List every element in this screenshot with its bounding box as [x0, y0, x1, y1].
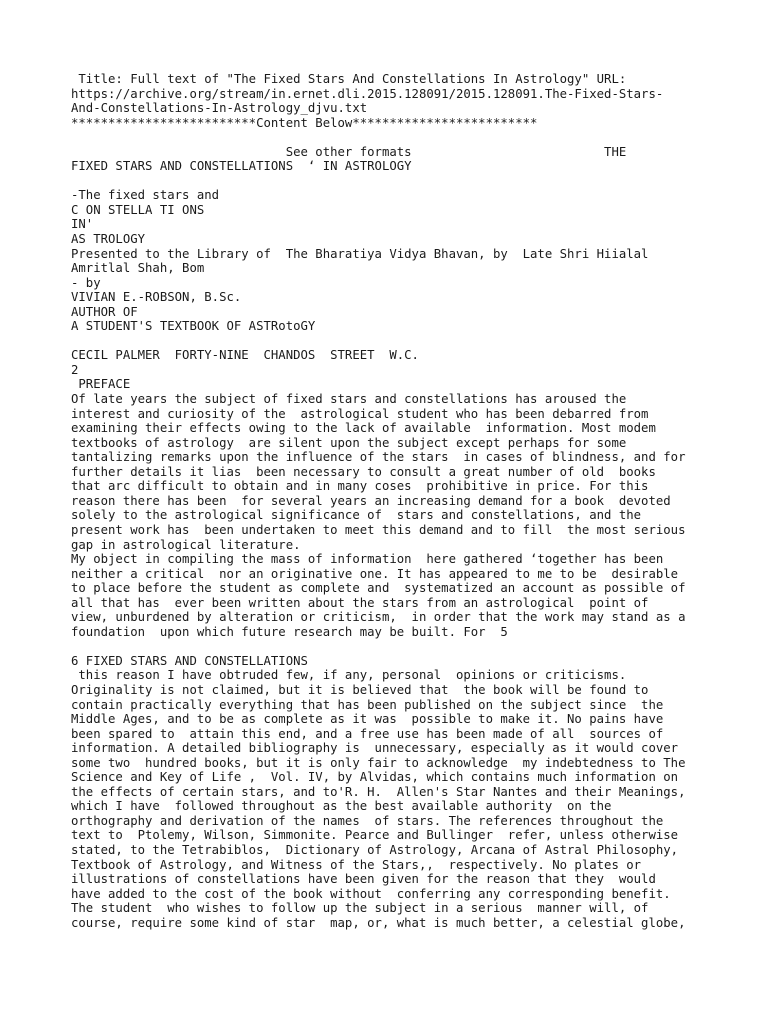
- blank-line: [71, 334, 78, 348]
- page-number: 2: [71, 362, 79, 377]
- paragraph-line: Science and Key of Life , Vol. IV, by Alvidas, which contains much information on: [71, 770, 679, 785]
- paragraph-line: orthography and derivation of the names of stars. The references throughout the: [71, 813, 664, 828]
- content-separator: *************************Content Below*************************: [71, 115, 538, 130]
- blank-line: [71, 174, 78, 188]
- paragraph-line: stated, to the Tetrabiblos, Dictionary of Astrology, Arcana of Astral Philosophy,: [71, 842, 679, 857]
- preface-heading: PREFACE: [71, 377, 131, 392]
- paragraph-line: to place before the student as complete and systematized an account as possible of: [71, 581, 686, 596]
- presented-line: Presented to the Library of The Bharatiya Vidya Bhavan, by Late Shri Hiialal: [71, 246, 649, 261]
- paragraph-line: have added to the cost of the book without conferring any corresponding benefit.: [71, 886, 671, 901]
- paragraph-line: further details it lias been necessary to consult a great number of old books: [71, 464, 656, 479]
- publisher-line: CECIL PALMER FORTY-NINE CHANDOS STREET W.C.: [71, 348, 419, 363]
- by-line: - by: [71, 275, 101, 290]
- paragraph-line: foundation upon which future research may be built. For 5: [71, 624, 508, 639]
- header-title-line: Title: Full text of "The Fixed Stars And Constellations In Astrology" URL:: [71, 72, 627, 86]
- paragraph-line: some two hundred books, but it is only fair to acknowledge my indebtedness to The: [71, 755, 686, 770]
- paragraph-line: Textbook of Astrology, and Witness of the Stars,, respectively. No plates or: [71, 857, 642, 872]
- paragraph-line: Of late years the subject of fixed stars and constellations has aroused the: [71, 392, 627, 407]
- paragraph-line: My object in compiling the mass of information here gathered ‘together has been: [71, 552, 664, 567]
- paragraph-line: view, unburdened by alteration or criticism, in order that the work may stand as a: [71, 610, 686, 625]
- paragraph-line: been spared to attain this end, and a free use has been made of all sources of: [71, 726, 664, 741]
- running-title: FIXED STARS AND CONSTELLATIONS ‘ IN ASTROLOGY: [71, 159, 412, 174]
- paragraph-line: illustrations of constellations have been given for the reason that they would: [71, 872, 656, 887]
- paragraph-line: text to Ptolemy, Wilson, Simmonite. Pearce and Bullinger refer, unless otherwise: [71, 828, 679, 843]
- paragraph-line: the effects of certain stars, and to'R. H. Allen's Star Nantes and their Meanings,: [71, 784, 686, 799]
- paragraph-line: Originality is not claimed, but it is believed that the book will be found to: [71, 682, 649, 697]
- other-book: A STUDENT'S TEXTBOOK OF ASTRotoGY: [71, 319, 316, 334]
- paragraph-line: examining their effects owing to the lack of available information. Most modem: [71, 421, 656, 436]
- header-url-line: https://archive.org/stream/in.ernet.dli.2015.128091/2015.128091.The-Fixed-Stars-: [71, 86, 664, 101]
- paragraph-line: present work has been undertaken to meet this demand and to fill the most serious: [71, 522, 686, 537]
- book-title-line: IN': [71, 217, 94, 232]
- paragraph-line: interest and curiosity of the astrological student who has been debarred from: [71, 406, 649, 421]
- paragraph-line: The student who wishes to follow up the subject in a serious manner will, of: [71, 901, 649, 916]
- paragraph-line: solely to the astrological significance of stars and constellations, and the: [71, 508, 642, 523]
- paragraph-line: gap in astrological literature.: [71, 537, 301, 552]
- blank-line: [71, 130, 78, 144]
- paragraph-line: reason there has been for several years an increasing demand for a book devoted: [71, 493, 671, 508]
- paragraph-line: this reason I have obtruded few, if any, personal opinions or criticisms.: [71, 668, 627, 683]
- paragraph-line: which I have followed throughout as the best available authority on the: [71, 799, 612, 814]
- paragraph-line: textbooks of astrology are silent upon the subject except perhaps for some: [71, 435, 627, 450]
- book-title-line: C ON STELLA TI ONS: [71, 202, 205, 217]
- header-url-line: And-Constellations-In-Astrology_djvu.txt: [71, 101, 368, 116]
- paragraph-line: Middle Ages, and to be as complete as it was possible to make it. No pains have: [71, 712, 664, 727]
- paragraph-line: contain practically everything that has been published on the subject since the: [71, 697, 664, 712]
- paragraph-line: information. A detailed bibliography is unnecessary, especially as it would cover: [71, 741, 679, 756]
- paragraph-line: all that has ever been written about the stars from an astrological point of: [71, 595, 649, 610]
- author-name: VIVIAN E.-ROBSON, B.Sc.: [71, 290, 242, 305]
- formats-line: See other formats THE: [71, 144, 627, 159]
- paragraph-line: course, require some kind of star map, or, what is much better, a celestial globe,: [71, 915, 686, 930]
- book-title-line: -The fixed stars and: [71, 188, 220, 203]
- paragraph-line: neither a critical nor an originative one. It has appeared to me to be desirable: [71, 566, 679, 581]
- book-title-line: AS TROLOGY: [71, 232, 146, 247]
- presented-line: Amritlal Shah, Bom: [71, 261, 205, 276]
- author-of: AUTHOR OF: [71, 304, 138, 319]
- document-text: [71, 72, 711, 930]
- blank-line: [71, 639, 78, 653]
- document-page: [71, 72, 711, 930]
- paragraph-line: that arc difficult to obtain and in many coses prohibitive in price. For this: [71, 479, 649, 494]
- paragraph-line: tantalizing remarks upon the influence of the stars in cases of blindness, and for: [71, 450, 686, 465]
- running-title: 6 FIXED STARS AND CONSTELLATIONS: [71, 653, 308, 668]
